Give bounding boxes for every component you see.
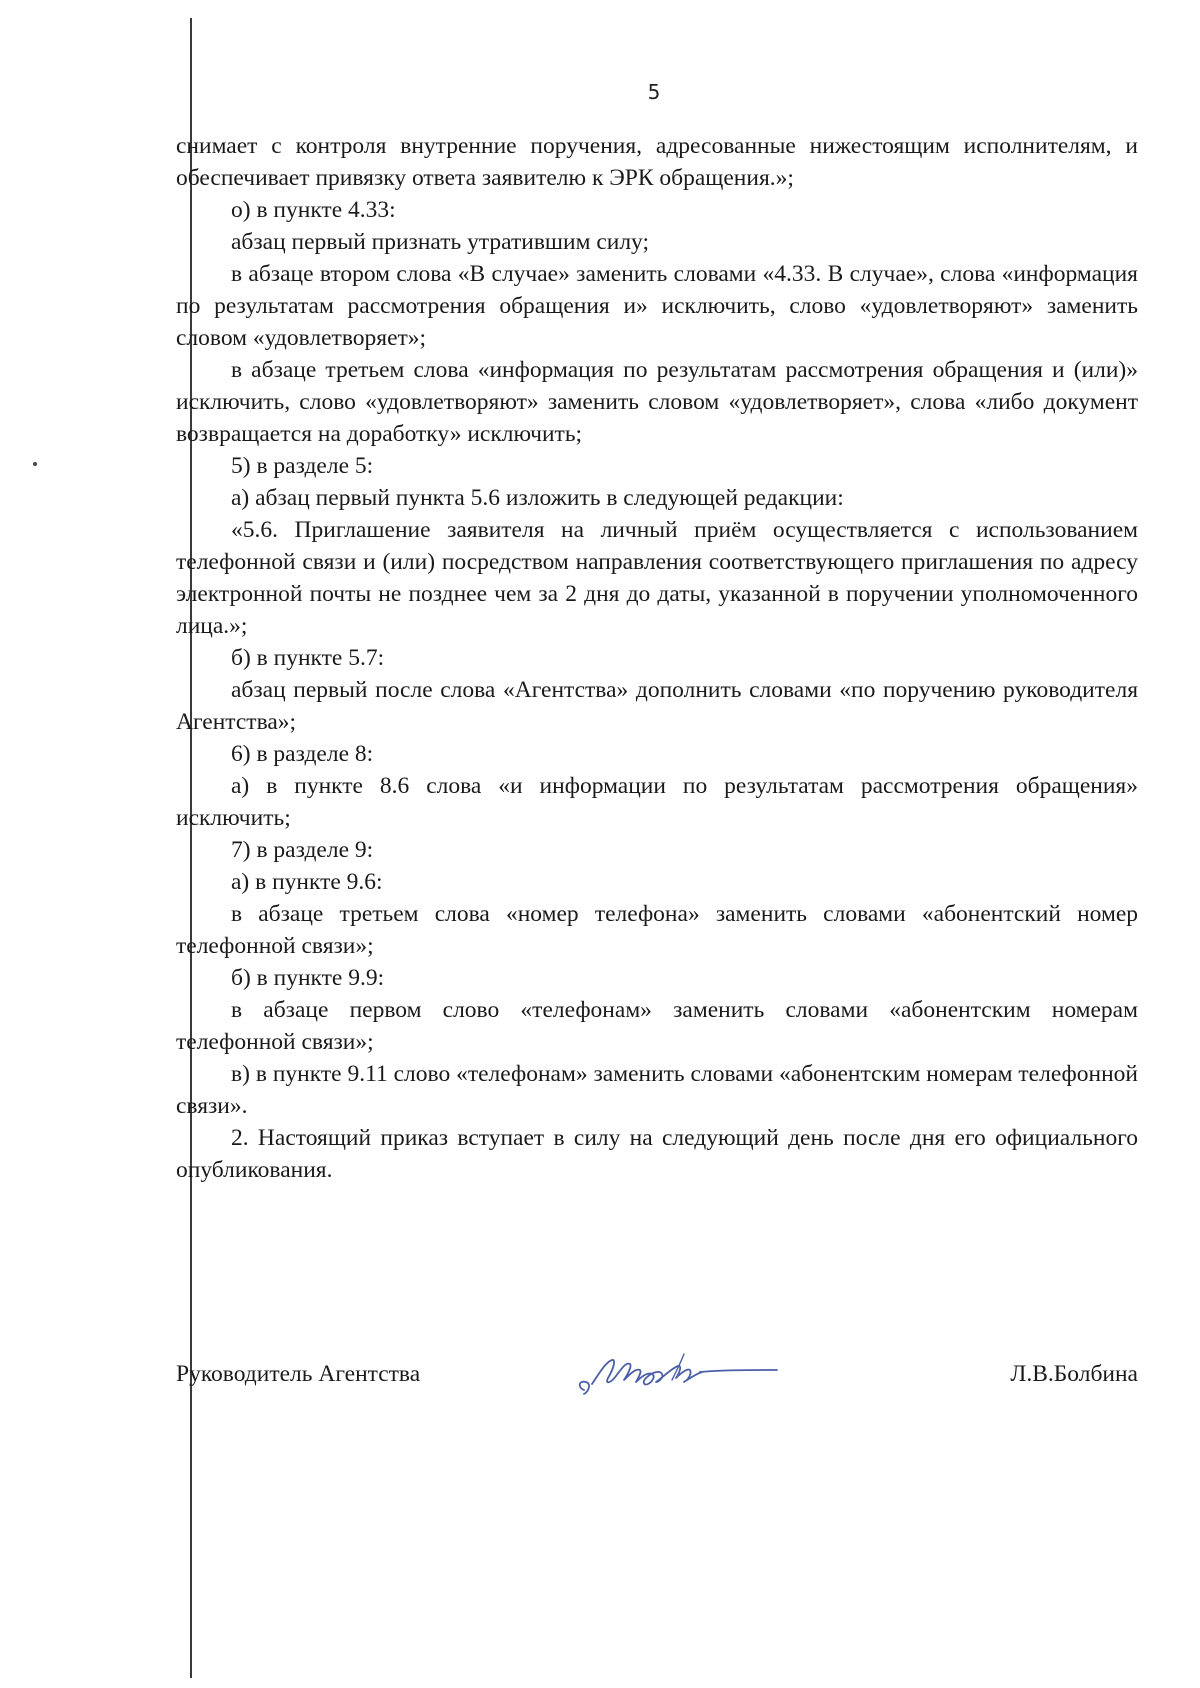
paragraph: абзац первый после слова «Агентства» дополнить словами «по поручению руководителя Агентства»; xyxy=(176,677,1138,735)
document-body xyxy=(176,130,1138,1186)
scan-speck xyxy=(33,462,37,466)
paragraph: в) в пункте 9.11 слово «телефонам» заменить словами «абонентским номерам телефонной связи». xyxy=(176,1061,1138,1119)
paragraph: 5) в разделе 5: xyxy=(231,453,374,479)
paragraph: а) в пункте 8.6 слова «и информации по результатам рассмотрения обращения» исключить; xyxy=(176,773,1138,831)
paragraph: снимает с контроля внутренние поручения, адресованные нижестоящим исполнителям, и обеспечивает привязку ответа заявителю к ЭРК обращения.»; xyxy=(176,133,1138,191)
page-number: 5 xyxy=(647,80,661,104)
signature-block xyxy=(176,1350,1138,1410)
paragraph: «5.6. Приглашение заявителя на личный приём осуществляется с использованием телефонной связи и (или) посредством направления соответствующего приглашения по адресу электронной почты не позднее чем за 2 дня до даты, указанной в поручении уполномоченного лица.»; xyxy=(176,517,1138,639)
paragraph: б) в пункте 5.7: xyxy=(231,645,385,671)
paragraph: в абзаце первом слово «телефонам» заменить словами «абонентским номерам телефонной связи»; xyxy=(176,997,1138,1055)
handwritten-signature xyxy=(572,1332,812,1412)
paragraph: 7) в разделе 9: xyxy=(231,837,374,863)
paragraph: 2. Настоящий приказ вступает в силу на следующий день после дня его официального опубликования. xyxy=(176,1125,1138,1183)
paragraph: о) в пункте 4.33: xyxy=(231,197,396,223)
signatory-title: Руководитель Агентства xyxy=(176,1361,421,1387)
paragraph: в абзаце втором слова «В случае» заменить словами «4.33. В случае», слова «информация по результатам рассмотрения обращения и» исключить, слово «удовлетворяют» заменить словом «удовлетворяет»; xyxy=(176,261,1138,351)
paragraph: абзац первый признать утратившим силу; xyxy=(231,229,650,255)
paragraph: а) абзац первый пункта 5.6 изложить в следующей редакции: xyxy=(231,485,844,511)
signatory-name: Л.В.Болбина xyxy=(1010,1361,1138,1387)
paragraph: в абзаце третьем слова «номер телефона» заменить словами «абонентский номер телефонной связи»; xyxy=(176,901,1138,959)
paragraph: а) в пункте 9.6: xyxy=(231,869,383,895)
paragraph: 6) в разделе 8: xyxy=(231,741,374,767)
paragraph: б) в пункте 9.9: xyxy=(231,965,385,991)
paragraph: в абзаце третьем слова «информация по результатам рассмотрения обращения и (или)» исключить, слово «удовлетворяют» заменить словом «удовлетворяет», слова «либо документ возвращается на доработку» исключить; xyxy=(176,357,1138,447)
